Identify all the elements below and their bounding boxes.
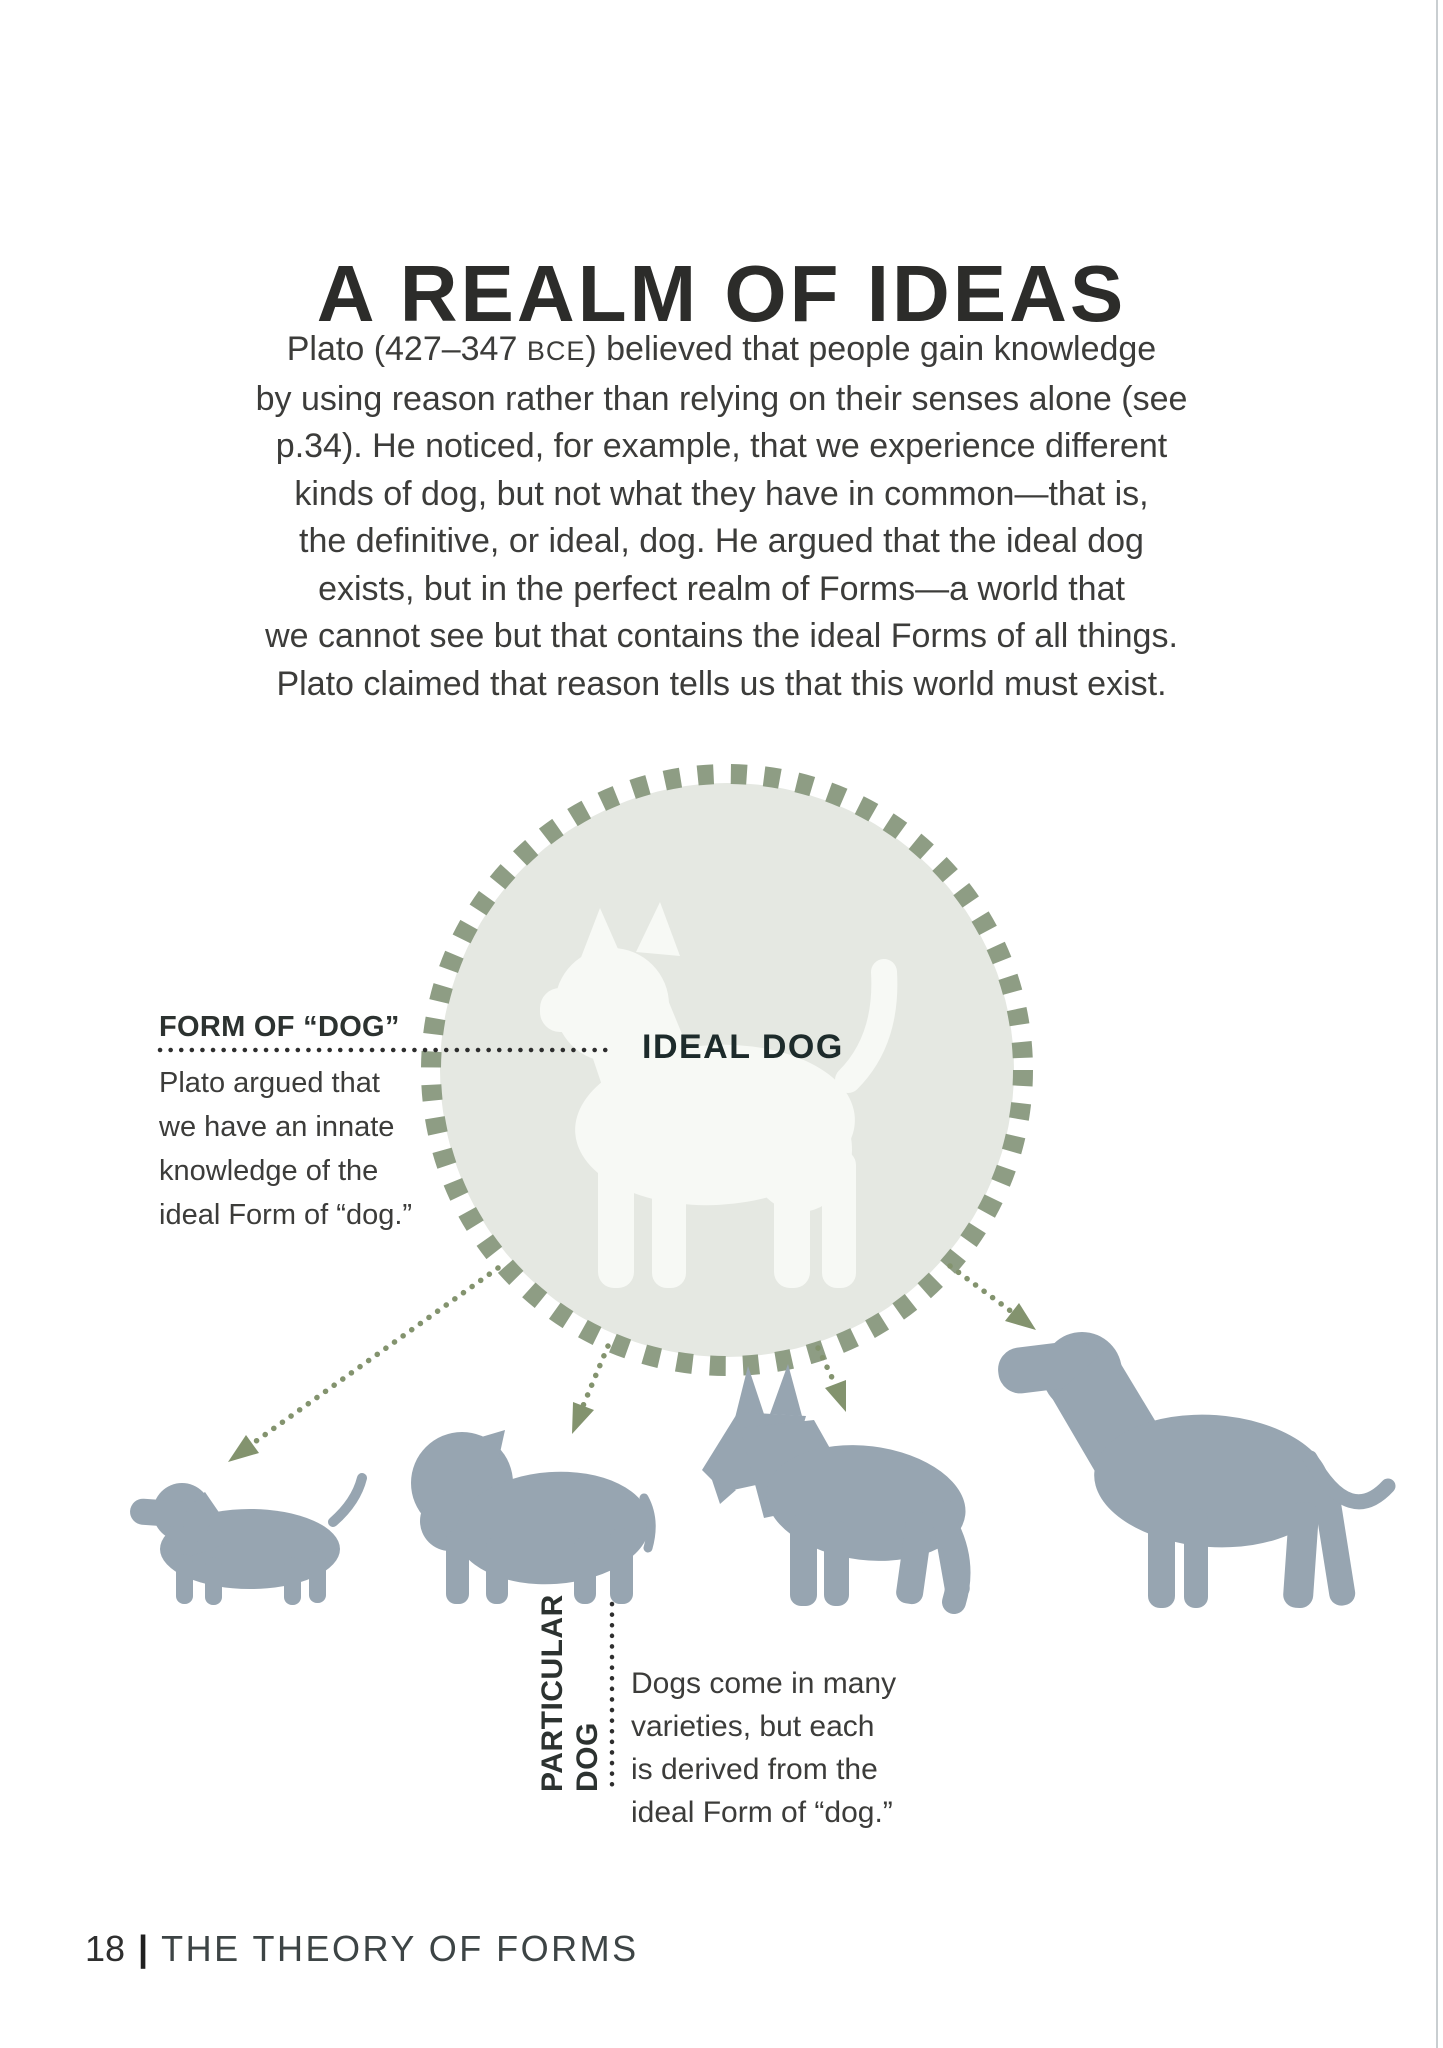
intro-line: Plato claimed that reason tells us that this world must exist. [276,664,1167,703]
caption-line: ideal Form of “dog.” [159,1199,413,1231]
intro-line: p.34). He noticed, for example, that we experience different [275,427,1168,465]
form-of-dog-heading: FORM OF “DOG” [159,1011,400,1043]
arrow-to-bulldog [583,1346,608,1406]
hound-icon [996,1332,1388,1609]
intro-line: by using reason rather than relying on their senses alone (see [255,379,1188,418]
page-number: 18 [85,1928,126,1969]
dachshund-icon [129,1478,362,1605]
caption-line: Plato argued that [159,1067,380,1099]
intro-line: kinds of dog, but not what they have in common—that is, [294,474,1149,513]
intro-line: the definitive, or ideal, dog. He argued that the ideal dog [299,522,1144,560]
page-edge-line [1436,0,1438,2048]
page-title: A REALM OF IDEAS [316,248,1127,338]
caption-line: is derived from the [631,1753,878,1786]
ideal-dog-label: IDEAL DOG [642,1028,844,1066]
caption-line: varieties, but each [631,1710,875,1743]
intro-line1-bce: BCE [526,336,586,366]
particular-dog-caption [631,1662,896,1834]
bulldog-icon [411,1430,654,1604]
intro-line: we cannot see but that contains the ideal Forms of all things. [265,617,1178,655]
intro-line1-post: ) believed that people gain knowledge [585,330,1157,368]
intro-line1-pre: Plato (427–347 [286,330,527,368]
footer-separator: | [138,1928,149,1969]
caption-line: Dogs come in many [631,1667,897,1700]
intro-line: exists, but in the perfect realm of Forms—a world that [318,569,1125,608]
caption-line: we have an innate [159,1111,395,1143]
particular-dog-label-line1: PARTICULAR [536,1594,569,1792]
section-title: THE THEORY OF FORMS [161,1928,639,1969]
caption-line: knowledge of the [159,1155,379,1187]
particular-dog-label-line2: DOG [571,1722,604,1792]
form-of-dog-caption [159,1061,412,1237]
arrow-to-hound [950,1266,1012,1312]
intro-paragraph [147,326,1297,708]
caption-line: ideal Form of “dog.” [631,1796,893,1829]
arrow-to-dachshund [252,1268,498,1444]
page-footer [85,1928,639,1970]
